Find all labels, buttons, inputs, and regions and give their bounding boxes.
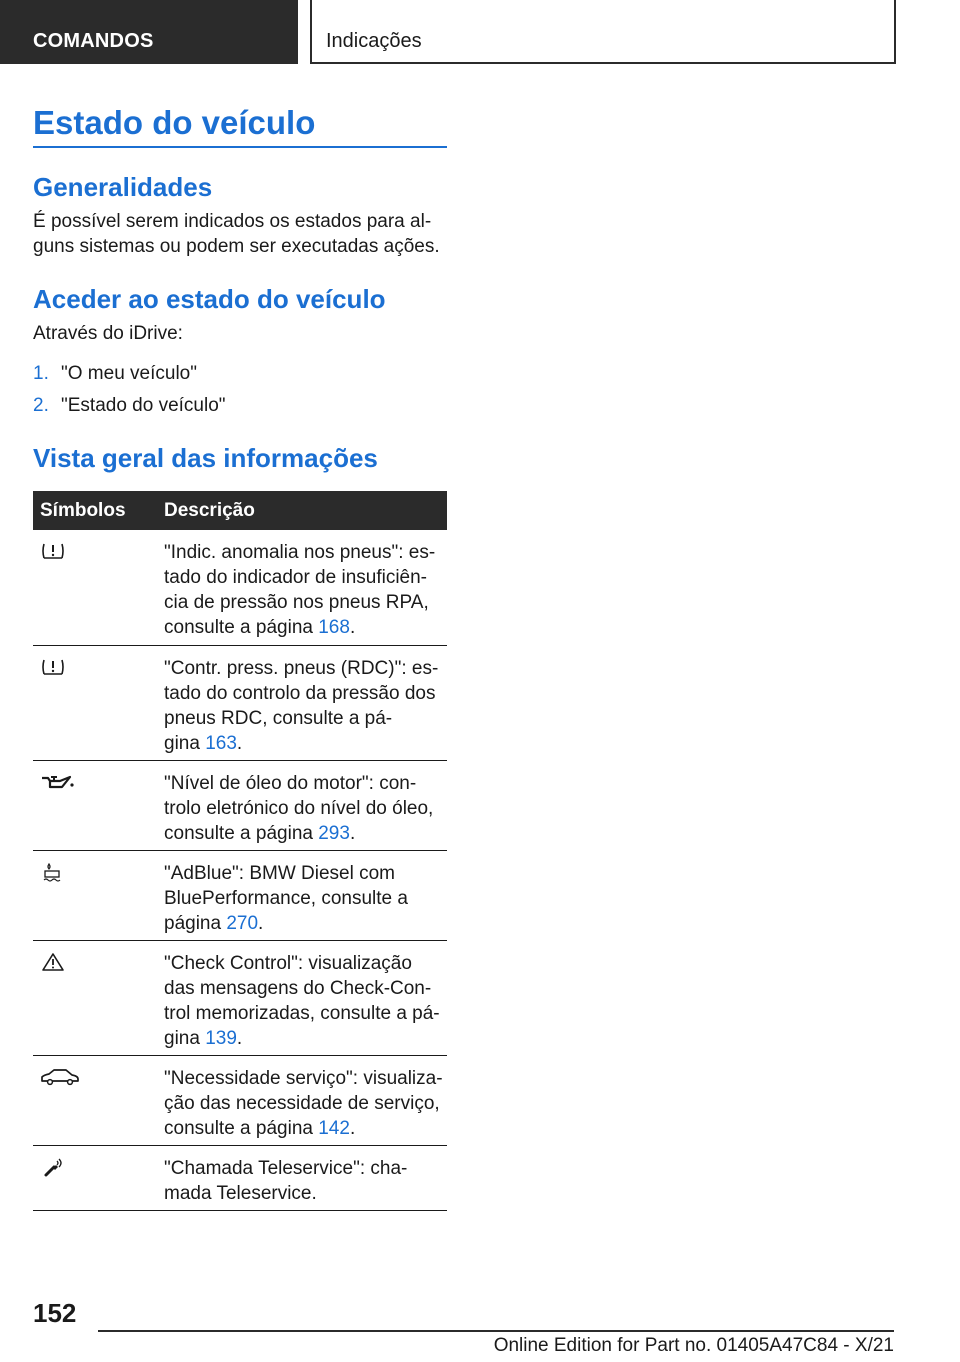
page-reference-link[interactable]: 163 xyxy=(205,733,237,754)
access-heading: Aceder ao estado do veículo xyxy=(33,284,386,314)
description-text: gina xyxy=(164,733,206,754)
table-row xyxy=(33,941,447,1056)
tire-pressure-warning-icon xyxy=(40,656,70,680)
row-description xyxy=(164,656,447,756)
column-header-description: Descrição xyxy=(164,500,255,521)
page-number: 152 xyxy=(33,1298,77,1328)
description-text: consulte a página xyxy=(164,617,319,638)
description-text: . xyxy=(349,823,356,844)
oil-can-icon xyxy=(40,771,70,795)
description-text: gina xyxy=(164,1028,206,1049)
description-text: mada Teleservice. xyxy=(164,1183,317,1204)
page-title: Estado do veículo xyxy=(33,104,316,141)
description-line xyxy=(164,1116,447,1141)
access-step xyxy=(33,361,197,386)
access-intro: Através do iDrive: xyxy=(33,323,183,344)
description-line: ção das necessidade de serviço, xyxy=(164,1093,440,1114)
description-line: tado do indicador de insuficiên- xyxy=(164,567,428,588)
description-line: "Necessidade serviço": visualiza- xyxy=(164,1068,443,1089)
page-reference-link[interactable]: 139 xyxy=(205,1028,237,1049)
description-line xyxy=(164,1026,447,1051)
description-line xyxy=(164,911,447,936)
table-header xyxy=(33,491,447,530)
step-text: "Estado do veículo" xyxy=(61,395,226,416)
description-text: . xyxy=(349,1118,356,1139)
header-section-tab xyxy=(0,0,298,64)
description-line xyxy=(164,1181,447,1206)
step-number: 1. xyxy=(33,363,49,384)
description-line: "Check Control": visualização xyxy=(164,953,412,974)
general-heading: Generalidades xyxy=(33,172,213,202)
description-line: trol memorizadas, consulte a pá- xyxy=(164,1003,440,1024)
general-line-2: guns sistemas ou podem ser executadas ações. xyxy=(33,236,440,257)
row-description xyxy=(164,540,447,640)
header-chapter-tab xyxy=(310,0,896,64)
description-line: BluePerformance, consulte a xyxy=(164,888,408,909)
description-line: "Nível de óleo do motor": con- xyxy=(164,773,417,794)
page-reference-link[interactable]: 293 xyxy=(318,823,350,844)
description-text: consulte a página xyxy=(164,1118,319,1139)
header-section-label: COMANDOS xyxy=(33,30,154,52)
row-description xyxy=(164,1066,447,1141)
description-text: consulte a página xyxy=(164,823,319,844)
description-line: pneus RDC, consulte a pá- xyxy=(164,708,393,729)
description-text: . xyxy=(349,617,356,638)
description-line xyxy=(164,731,447,756)
warning-triangle-icon xyxy=(40,951,70,975)
description-line: "Chamada Teleservice": cha- xyxy=(164,1158,408,1179)
row-description xyxy=(164,861,447,936)
table-row xyxy=(33,646,447,761)
header-chapter-label: Indicações xyxy=(326,30,422,52)
description-text: página xyxy=(164,913,227,934)
page-reference-link[interactable]: 142 xyxy=(318,1118,350,1139)
car-service-icon xyxy=(40,1066,70,1090)
table-row xyxy=(33,1146,447,1211)
overview-heading: Vista geral das informações xyxy=(33,443,378,473)
description-line: "Indic. anomalia nos pneus": es- xyxy=(164,542,436,563)
description-line: das mensagens do Check-Con- xyxy=(164,978,432,999)
description-text: . xyxy=(236,733,243,754)
description-line: cia de pressão nos pneus RPA, xyxy=(164,592,429,613)
description-text: . xyxy=(258,913,264,934)
title-underline xyxy=(33,146,447,148)
page-reference-link[interactable]: 168 xyxy=(318,617,350,638)
table-row xyxy=(33,1056,447,1146)
table-row xyxy=(33,530,447,646)
description-line xyxy=(164,821,447,846)
description-line: "Contr. press. pneus (RDC)": es- xyxy=(164,658,439,679)
description-text: . xyxy=(236,1028,243,1049)
description-line: tado do controlo da pressão dos xyxy=(164,683,436,704)
description-line xyxy=(164,615,447,640)
teleservice-wrench-icon xyxy=(40,1156,70,1180)
description-line: "AdBlue": BMW Diesel com xyxy=(164,863,395,884)
table-row xyxy=(33,851,447,941)
column-header-symbols: Símbolos xyxy=(40,500,126,521)
row-description xyxy=(164,951,447,1051)
general-line-1: É possível serem indicados os estados para al- xyxy=(33,211,432,232)
description-line: trolo eletrónico do nível do óleo, xyxy=(164,798,434,819)
footer-edition: Online Edition for Part no. 01405A47C84 - X/21 xyxy=(493,1335,894,1356)
footer-rule xyxy=(98,1330,894,1332)
step-text: "O meu veículo" xyxy=(61,363,197,384)
step-number: 2. xyxy=(33,395,49,416)
adblue-icon xyxy=(40,861,70,885)
row-description xyxy=(164,1156,447,1206)
table-row xyxy=(33,761,447,851)
access-step xyxy=(33,393,226,418)
row-description xyxy=(164,771,447,846)
tire-pressure-warning-icon xyxy=(40,540,70,564)
page-reference-link[interactable]: 270 xyxy=(226,913,259,934)
